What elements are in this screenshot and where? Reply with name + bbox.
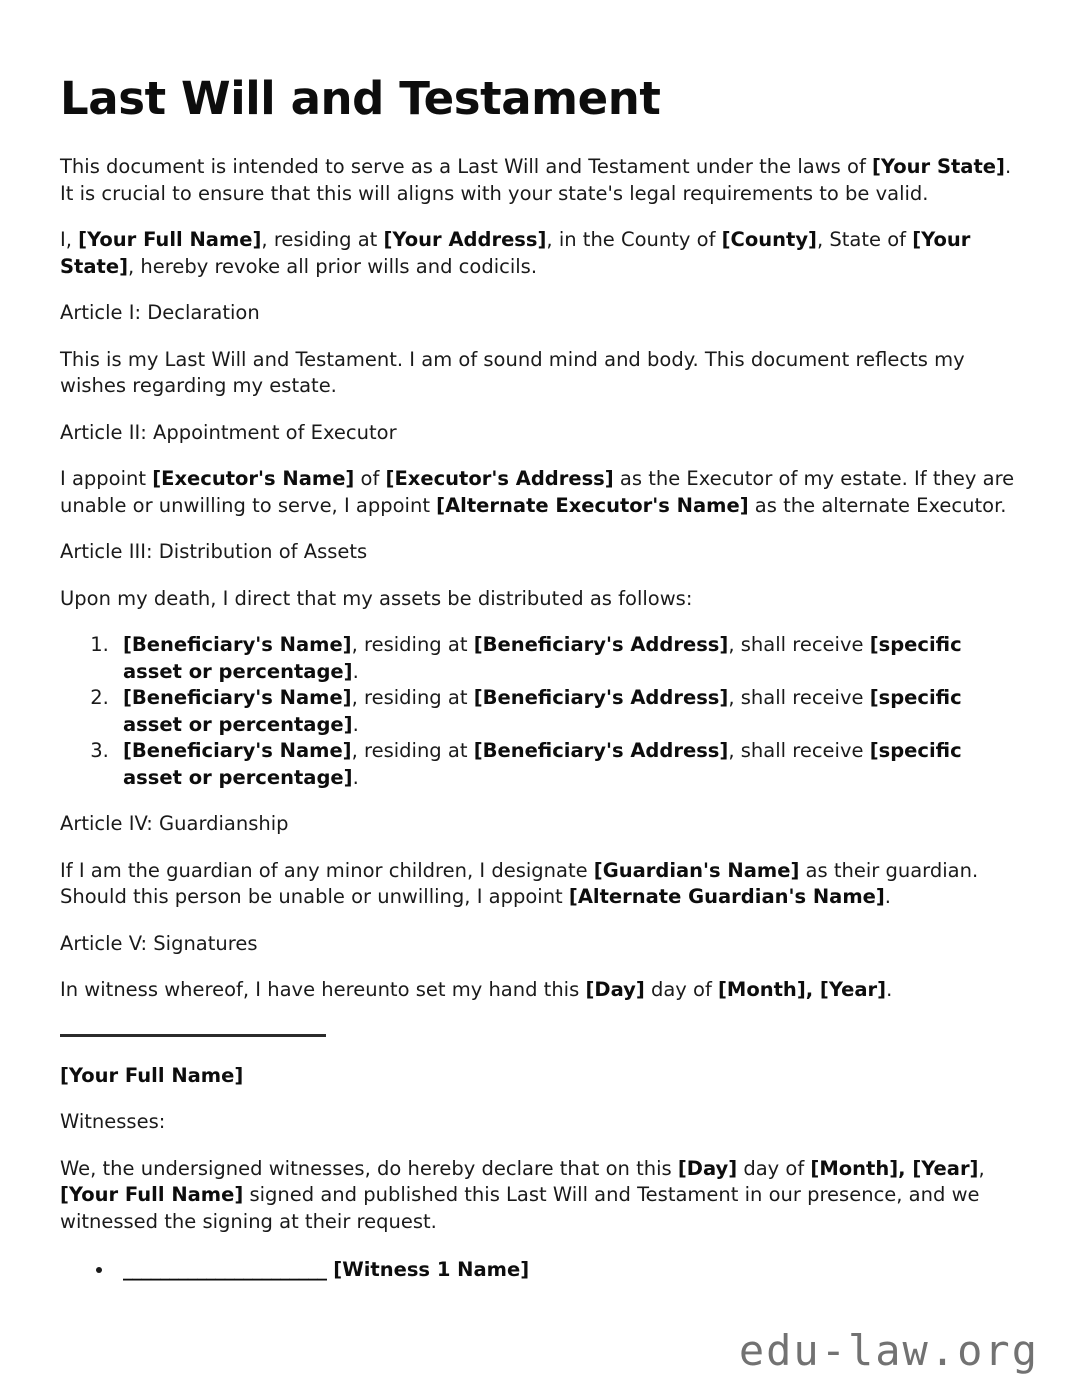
- witness-name-label: [Witness 1 Name]: [326, 1258, 530, 1282]
- article-body-4: If I am the guardian of any minor children, I designate [Guardian's Name] as their guardian. Should this person be unable or unwilling, I appoint [Alternate Guardian's Name].: [60, 858, 979, 909]
- beneficiary-list: [60, 632, 1015, 791]
- intro-section: [60, 154, 1015, 280]
- witness-signature-fill-line[interactable]: ______________________: [123, 1258, 327, 1282]
- article-section-1: [60, 300, 1015, 400]
- beneficiary-list-item: 3. [Beneficiary's Name], residing at [Beneficiary's Address], shall receive [specific asset or percentage].: [115, 738, 1015, 791]
- article-body-3: Upon my death, I direct that my assets be distributed as follows:: [60, 586, 693, 610]
- article-body-2: I appoint [Executor's Name] of [Executor's Address] as the Executor of my estate. If they are unable or unwilling to serve, I appoint [Alternate Executor's Name] as the alternate Executor.: [60, 467, 1015, 517]
- beneficiary-list-item: 1. [Beneficiary's Name], residing at [Beneficiary's Address], shall receive [specific asset or percentage].: [115, 632, 1015, 685]
- article-body-1: This is my Last Will and Testament. I am of sound mind and body. This document reflects my wishes regarding my estate.: [60, 347, 965, 398]
- witness-declaration: We, the undersigned witnesses, do hereby declare that on this [Day] day of [Month], [Year], [Your Full Name] signed and published this Last Will and Testament in our presence, and we witnessed the signing at their request.: [60, 1156, 985, 1233]
- intro-paragraph-2: I, [Your Full Name], residing at [Your Address], in the County of [County], State of [Your State], hereby revoke all prior wills and codicils.: [60, 228, 971, 278]
- article-body-5: In witness whereof, I have hereunto set my hand this [Day] day of [Month], [Year].: [60, 978, 893, 1002]
- site-watermark: edu-law.org: [738, 1326, 1039, 1375]
- article-section-3: [60, 539, 1015, 791]
- article-section-2: [60, 420, 1015, 520]
- page-title: Last Will and Testament: [60, 72, 661, 125]
- beneficiary-list-item: 2. [Beneficiary's Name], residing at [Beneficiary's Address], shall receive [specific asset or percentage].: [115, 685, 1015, 738]
- witness-list: [60, 1257, 1015, 1284]
- article-heading-1: Article I: Declaration: [60, 301, 260, 325]
- signature-line: [60, 1034, 326, 1037]
- witness-list-item: [115, 1257, 1015, 1284]
- article-section-4: [60, 811, 1015, 911]
- article-section-5: [60, 931, 1015, 1004]
- witnesses-label: Witnesses:: [60, 1110, 166, 1134]
- article-heading-3: Article III: Distribution of Assets: [60, 540, 368, 564]
- article-heading-2: Article II: Appointment of Executor: [60, 420, 397, 444]
- intro-paragraph-1: This document is intended to serve as a Last Will and Testament under the laws of [Your State]. It is crucial to ensure that this will aligns with your state's legal requirements to be valid.: [60, 155, 1012, 205]
- article-heading-5: Article V: Signatures: [60, 931, 258, 955]
- article-heading-4: Article IV: Guardianship: [60, 812, 289, 836]
- signer-name: [Your Full Name]: [60, 1063, 244, 1087]
